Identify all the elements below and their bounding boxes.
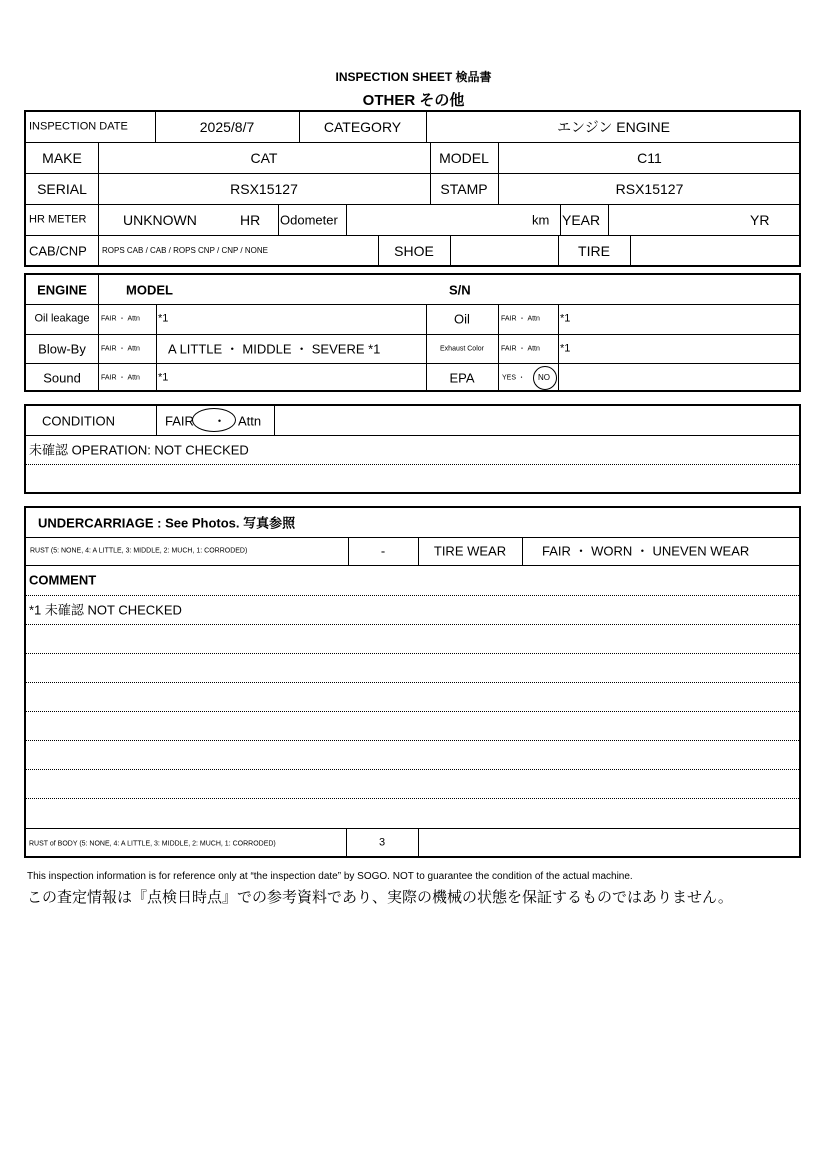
exhaust-note: *1 bbox=[560, 342, 571, 355]
epa-no: NO bbox=[538, 373, 550, 382]
odometer-label: Odometer bbox=[280, 212, 338, 228]
condition-attn: Attn bbox=[238, 413, 262, 429]
sheet-subtitle: OTHER その他 bbox=[362, 92, 465, 109]
disclaimer-jp: この査定情報は『点検日時点』での参考資料であり、実際の機械の状態を保証するものではありません。 bbox=[27, 889, 733, 906]
condition-note: 未確認 OPERATION: NOT CHECKED bbox=[29, 442, 249, 458]
make-value: CAT bbox=[250, 150, 278, 166]
oil-note: *1 bbox=[560, 312, 571, 325]
undercarriage-title: UNDERCARRIAGE : See Photos. 写真参照 bbox=[38, 515, 296, 531]
epa-no-circle bbox=[533, 366, 557, 390]
condition-fair: FAIR bbox=[165, 413, 194, 429]
oil-options: FAIR ・ Attn bbox=[501, 315, 540, 323]
condition-separator: ・ bbox=[213, 413, 227, 429]
blowby-label: Blow-By bbox=[38, 341, 86, 357]
tire-wear-label: TIRE WEAR bbox=[433, 543, 507, 559]
blowby-options: FAIR ・ Attn bbox=[101, 345, 140, 353]
condition-label: CONDITION bbox=[42, 413, 115, 429]
epa-yes: YES ・ bbox=[502, 374, 525, 382]
comment-line-1: *1 未確認 NOT CHECKED bbox=[29, 602, 182, 618]
stamp-value: RSX15127 bbox=[615, 181, 684, 197]
year-unit: YR bbox=[750, 212, 770, 228]
condition-circle bbox=[192, 408, 236, 432]
oil-leakage-note: *1 bbox=[158, 312, 169, 325]
inspection-date-value: 2025/8/7 bbox=[199, 119, 255, 135]
model-label: MODEL bbox=[439, 150, 489, 166]
cab-options: ROPS CAB / CAB / ROPS CNP / CNP / NONE bbox=[102, 246, 268, 255]
rust-label: RUST (5: NONE, 4: A LITTLE, 3: MIDDLE, 2: MUCH, 1: CORRODED) bbox=[30, 547, 248, 555]
epa-label: EPA bbox=[449, 370, 475, 386]
inspection-date-label: INSPECTION DATE bbox=[29, 120, 128, 133]
serial-label: SERIAL bbox=[37, 181, 87, 197]
stamp-label: STAMP bbox=[440, 181, 488, 197]
oil-leakage-label: Oil leakage bbox=[34, 312, 90, 325]
serial-value: RSX15127 bbox=[230, 181, 298, 197]
rust-body-label: RUST of BODY (5: NONE, 4: A LITTLE, 3: MIDDLE, 2: MUCH, 1: CORRODED) bbox=[29, 840, 276, 848]
year-label: YEAR bbox=[562, 212, 601, 228]
sound-label: Sound bbox=[43, 370, 81, 386]
blowby-scale: A LITTLE ・ MIDDLE ・ SEVERE *1 bbox=[168, 341, 381, 357]
engine-sn-label: S/N bbox=[449, 282, 471, 298]
engine-label: ENGINE bbox=[37, 282, 87, 298]
cab-label: CAB/CNP bbox=[29, 243, 87, 259]
engine-section bbox=[24, 273, 801, 392]
sheet-title: INSPECTION SHEET 検品書 bbox=[335, 70, 492, 84]
tire-label: TIRE bbox=[578, 243, 610, 259]
model-value: C11 bbox=[637, 150, 662, 166]
rust-body-value: 3 bbox=[378, 836, 386, 849]
general-info-section bbox=[24, 110, 801, 267]
sound-options: FAIR ・ Attn bbox=[101, 374, 140, 382]
comment-label: COMMENT bbox=[29, 572, 97, 588]
hr-unit: HR bbox=[240, 212, 261, 228]
rust-value: - bbox=[380, 543, 386, 559]
sound-note: *1 bbox=[158, 371, 169, 384]
oil-label: Oil bbox=[454, 311, 470, 327]
exhaust-options: FAIR ・ Attn bbox=[501, 345, 540, 353]
hr-meter-value: UNKNOWN bbox=[123, 212, 197, 228]
condition-section bbox=[24, 404, 801, 494]
odometer-unit: km bbox=[532, 212, 550, 228]
tire-wear-options: FAIR ・ WORN ・ UNEVEN WEAR bbox=[542, 543, 750, 559]
engine-model-label: MODEL bbox=[126, 282, 173, 298]
category-value: エンジン ENGINE bbox=[557, 119, 670, 135]
category-label: CATEGORY bbox=[323, 119, 402, 135]
hr-meter-label: HR METER bbox=[29, 213, 87, 226]
make-label: MAKE bbox=[42, 150, 82, 166]
disclaimer-en: This inspection information is for reference only at “the inspection date” by SOGO. NOT to guarantee the condition of the actual machine. bbox=[27, 871, 633, 882]
oil-leakage-options: FAIR ・ Attn bbox=[101, 315, 140, 323]
shoe-label: SHOE bbox=[394, 243, 434, 259]
exhaust-color-label: Exhaust Color bbox=[440, 345, 484, 353]
undercarriage-section bbox=[24, 506, 801, 858]
